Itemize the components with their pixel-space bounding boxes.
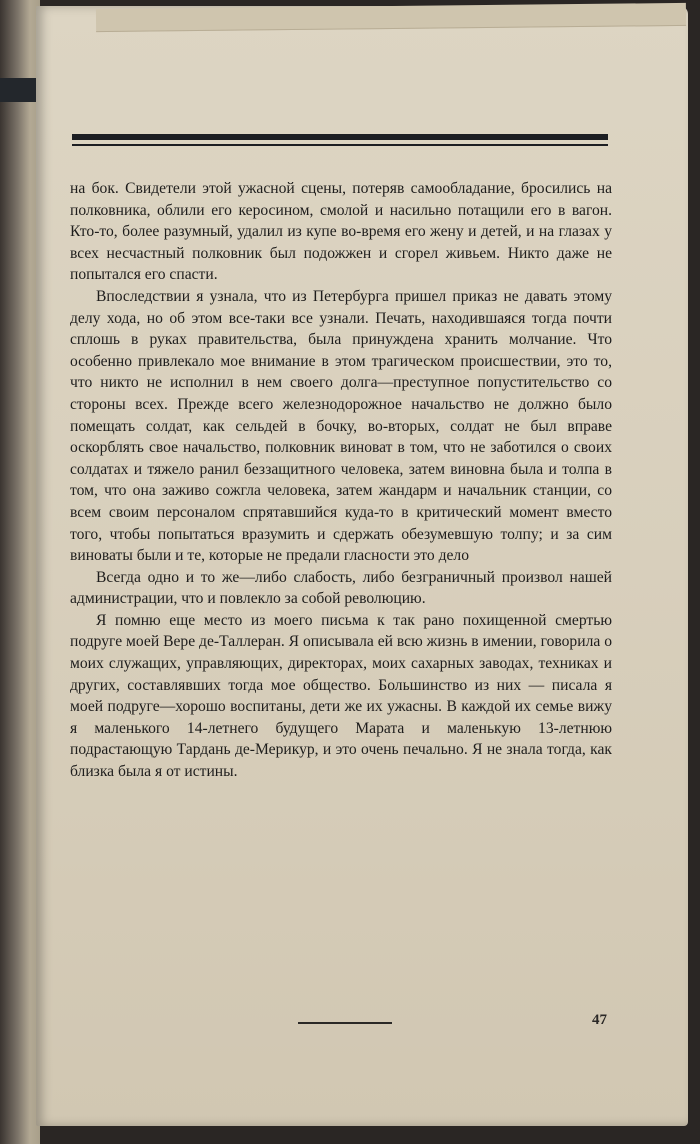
paragraph-1: на бок. Свидетели этой ужасной сцены, потеряв самообладание, бросились на полковника, облили его керосином, смолой и насильно потащили его в вагон. Кто-то, более разумный, удалил из купе во-время его жену и детей, и на глазах у всех несчастный полковник был подожжен и сгорел живьем. Никто даже не попытался его спасти.	[70, 180, 612, 284]
body-text	[70, 178, 612, 783]
book-spine	[0, 0, 40, 1144]
page-number: 47	[592, 1012, 607, 1028]
paragraph-4: Я помню еще место из моего письма к так рано похищенной смертью подруге моей Вере де-Таллеран. Я описывала ей всю жизнь в имении, говорила о моих служащих, управляющих, директорах, моих сахарных заводах, техниках и других, составлявших тогда мое общество. Большинство из них — писала я моей подруге—хорошо воспитаны, дети же их ужасны. В каждой их семье вижу я маленького 14-летнего будущего Марата и маленькую 13-летнюю подрастающую Тардань де-Мерикур, и это очень печально. Я не знала тогда, как близка была я от истины.	[70, 611, 612, 781]
header-rule-thick	[72, 134, 608, 140]
book-page	[36, 6, 688, 1126]
footer-rule	[298, 1022, 392, 1024]
header-rule-thin	[72, 144, 608, 146]
page-top-edge	[96, 3, 686, 32]
paragraph-3: Всегда одно и то же—либо слабость, либо безграничный произвол нашей администрации, что и повлекло за собой революцию.	[70, 568, 612, 608]
paragraph-2: Впоследствии я узнала, что из Петербурга пришел приказ не давать этому делу хода, но об этом все-таки все узнали. Печать, находившаяся тогда почти сплошь в руках правительства, была принуждена хранить молчание. Что особенно привлекало мое внимание в этом трагическом происшествии, это то, что никто не исполнил в нем своего долга—преступное попустительство со стороны всех. Прежде всего железнодорожное начальство не должно было помещать солдат, как сельдей в бочку, во-вторых, солдат не был вправе оскорблять свое начальство, полковник виноват в том, что не заботился о своих солдатах и тяжело ранил беззащитного человека, затем виновна была и толпа в том, что она заживо сожгла человека, затем жандарм и начальник станции, со всем своим персоналом спрятавшийся куда-то в критический момент вместо того, чтобы попытаться вразумить и сдержать обезумевшую толпу; и за сим виноваты были и те, которые не предали гласности это дело	[70, 287, 612, 565]
spine-band	[0, 78, 38, 102]
